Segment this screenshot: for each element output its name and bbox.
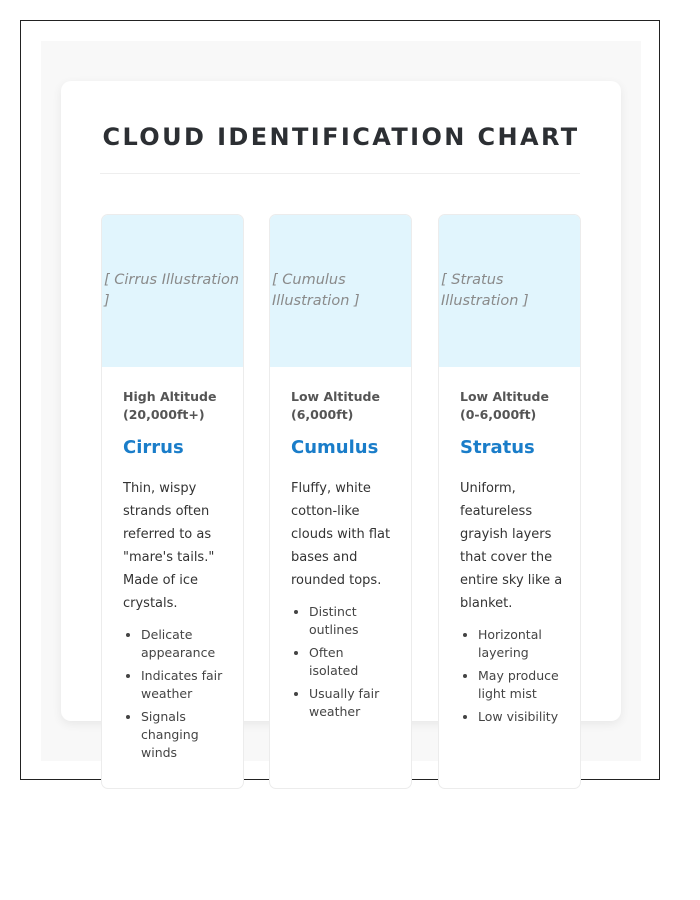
cirrus-altitude: High Altitude (20,000ft+): [123, 389, 217, 422]
feature-item: • Distinct outlines: [309, 603, 395, 639]
cirrus-feature-list: [123, 626, 227, 762]
feature-item: • Horizontal layering: [478, 626, 564, 662]
cumulus-description: Fluffy, white cotton-like clouds with flat bases and rounded tops.: [291, 481, 391, 588]
cumulus-altitude: Low Altitude (6,000ft): [291, 389, 380, 422]
stratus-name: Stratus: [460, 437, 535, 458]
cumulus-illustration: [ Cumulus Illustration ]: [270, 215, 411, 367]
stratus-feature-list: [460, 626, 564, 726]
stratus-description: Uniform, featureless grayish layers that cover the entire sky like a blanket.: [460, 481, 563, 611]
cloud-card-cumulus: [269, 214, 412, 789]
feature-item: • May produce light mist: [478, 667, 564, 703]
stratus-illustration: [ Stratus Illustration ]: [439, 215, 580, 367]
cumulus-feature-list: [291, 603, 395, 721]
feature-item: • Often isolated: [309, 644, 395, 680]
cloud-card-stratus: [438, 214, 581, 789]
cirrus-illustration: [ Cirrus Illustration ]: [102, 215, 243, 367]
feature-item: • Indicates fair weather: [141, 667, 227, 703]
feature-item: • Signals changing winds: [141, 708, 227, 762]
title-divider: [100, 173, 580, 174]
page-title: CLOUD IDENTIFICATION CHART: [102, 123, 580, 151]
feature-item: • Delicate appearance: [141, 626, 227, 662]
feature-item: • Low visibility: [478, 708, 564, 726]
cirrus-description: Thin, wispy strands often referred to as "mare's tails." Made of ice crystals.: [123, 481, 215, 611]
stratus-altitude: Low Altitude (0-6,000ft): [460, 389, 549, 422]
feature-item: • Usually fair weather: [309, 685, 395, 721]
cirrus-name: Cirrus: [123, 437, 184, 458]
cumulus-name: Cumulus: [291, 437, 379, 458]
cloud-card-cirrus: [101, 214, 244, 789]
